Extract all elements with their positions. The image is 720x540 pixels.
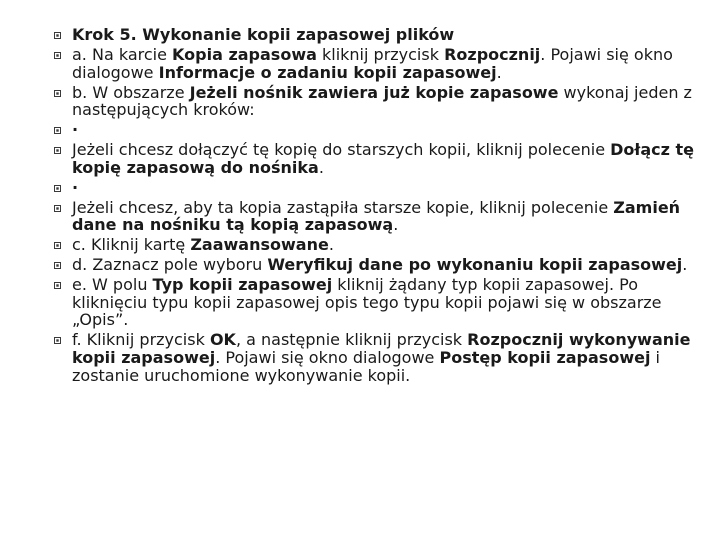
bold-text: Dołącz tę kopię zapasową do nośnika: [72, 140, 694, 177]
text-run: b. W obszarze: [72, 82, 190, 102]
bold-text: Kopia zapasowa: [172, 44, 317, 64]
text-run: . Pojawi się okno dialogowe: [215, 348, 440, 367]
item-text: [72, 178, 78, 197]
text-run: d. Zaznacz pole wyboru: [72, 255, 268, 275]
text-run: e. W polu: [72, 275, 153, 295]
text-run: Jeżeli chcesz, aby ta kopia zastąpiła starsze kopie, kliknij polecenie: [72, 197, 614, 217]
list-item: [52, 46, 702, 81]
item-text: [72, 275, 662, 329]
list-item: [52, 179, 702, 197]
item-text: [72, 255, 687, 274]
bold-text: Jeżeli nośnik zawiera już kopie zapasowe: [189, 82, 559, 102]
bold-text: Rozpocznij: [444, 44, 541, 64]
bold-text: Zaawansowane: [190, 235, 329, 255]
bold-text: Postęp kopii zapasowej: [439, 348, 651, 367]
square-bullet-icon: [54, 337, 61, 344]
list-item: [52, 256, 702, 274]
bold-text: Krok 5. Wykonanie kopii zapasowej plików: [72, 25, 455, 44]
square-bullet-icon: [54, 262, 61, 269]
list-item: [52, 84, 702, 119]
bold-text: Informacje o zadaniu kopii zapasowej: [158, 62, 497, 82]
list-item: [52, 276, 702, 329]
item-text: [72, 25, 454, 44]
item-text: [72, 235, 334, 254]
bold-text: ·: [72, 120, 79, 140]
bold-text: Weryfikuj dane po wykonaniu kopii zapasowej: [267, 255, 683, 275]
square-bullet-icon: [54, 282, 61, 289]
list-item: [52, 141, 702, 176]
bold-text: Rozpocznij wykonywanie kopii zapasowej: [72, 330, 691, 367]
square-bullet-icon: [54, 52, 61, 59]
list-item: [52, 236, 702, 254]
text-run: wykonaj jeden z następujących kroków:: [72, 82, 692, 120]
text-run: kliknij przycisk: [316, 44, 445, 64]
bold-text: Zamień dane na nośniku tą kopią zapasową: [72, 197, 681, 235]
list-item: [52, 121, 702, 139]
text-run: . Pojawi się okno dialogowe: [72, 44, 673, 82]
bold-text: Typ kopii zapasowej: [152, 275, 333, 295]
bold-text: ·: [72, 177, 79, 197]
text-run: kliknij żądany typ kopii zapasowej. Po kliknięciu typu kopii zapasowej opis tego typu kopii pojawi się w obszarze „Opis”.: [72, 275, 662, 330]
square-bullet-icon: [54, 242, 61, 249]
square-bullet-icon: [54, 205, 61, 212]
item-text: [72, 198, 680, 235]
bullet-list: [52, 26, 702, 387]
list-item: [52, 331, 702, 384]
text-run: Jeżeli chcesz dołączyć tę kopię do starszych kopii, kliknij polecenie: [72, 140, 611, 160]
item-text: [72, 140, 694, 177]
text-run: .: [328, 235, 334, 255]
text-run: i zostanie uruchomione wykonywanie kopii.: [72, 348, 660, 385]
text-run: .: [682, 255, 688, 275]
text-run: a. Na karcie: [72, 44, 173, 64]
square-bullet-icon: [54, 127, 61, 134]
item-text: [72, 330, 690, 384]
text-run: .: [496, 62, 502, 82]
text-run: c. Kliknij kartę: [72, 235, 191, 255]
list-item: [52, 26, 702, 44]
text-run: , a następnie kliknij przycisk: [235, 330, 468, 350]
square-bullet-icon: [54, 147, 61, 154]
item-text: [72, 120, 78, 139]
square-bullet-icon: [54, 90, 61, 97]
list-item: [52, 199, 702, 234]
text-run: f. Kliknij przycisk: [72, 330, 210, 350]
item-text: [72, 83, 692, 120]
square-bullet-icon: [54, 32, 61, 39]
square-bullet-icon: [54, 185, 61, 192]
text-run: .: [318, 157, 324, 177]
bold-text: OK: [209, 330, 236, 350]
text-run: .: [393, 215, 399, 235]
item-text: [72, 45, 673, 82]
